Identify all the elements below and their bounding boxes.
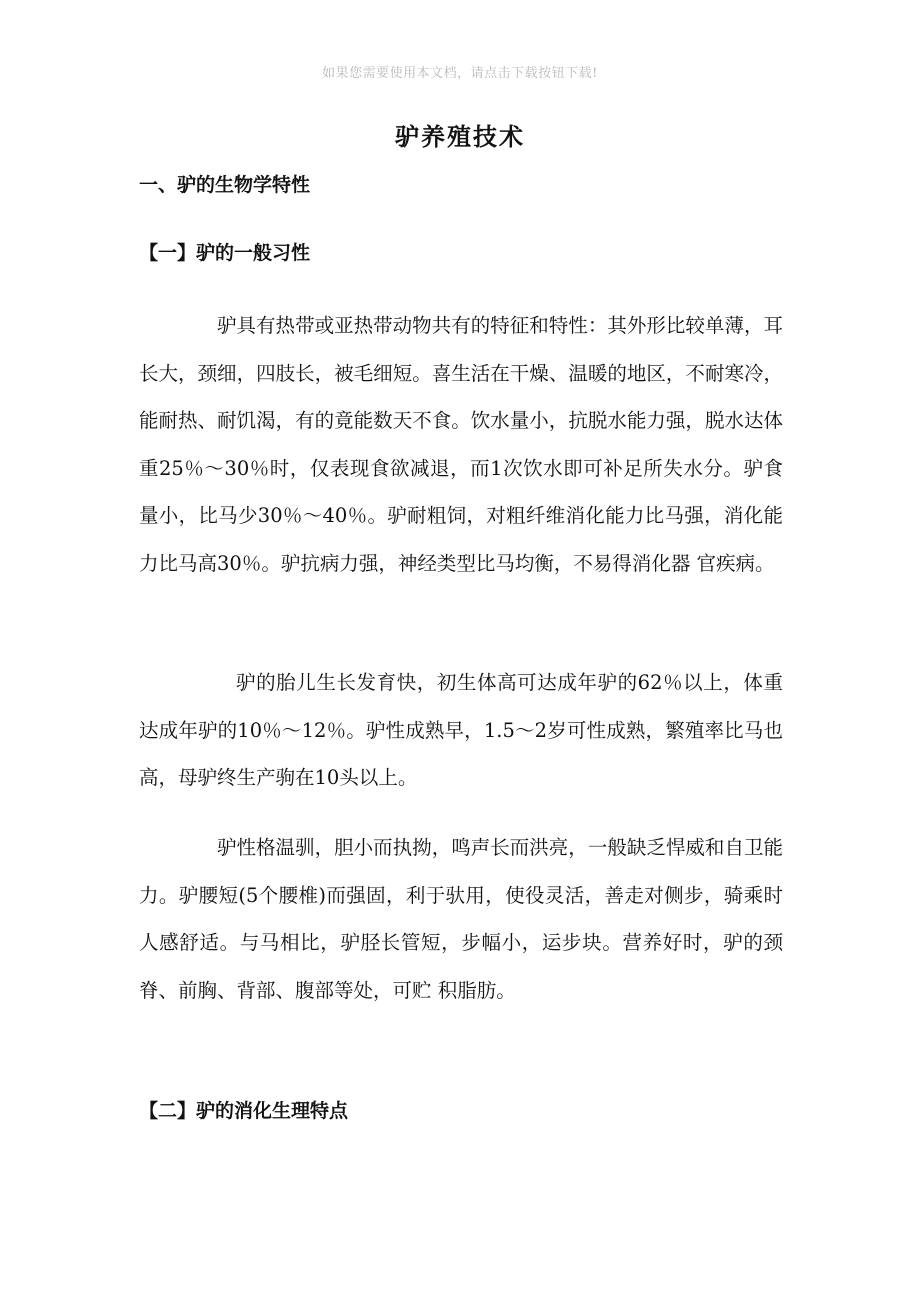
subsection-heading-digestion: 【二】驴的消化生理特点 (139, 1100, 349, 1122)
paragraph-temperament-body: 驴性格温驯，胆小而执拗，鸣声长而洪亮，一般缺乏悍威和自卫能力。驴腰短(5个腰椎)而强固，利于驮用，使役灵活，善走对侧步，骑乘时人感舒适。与马相比，驴胫长管短，步幅小，运步块。营养好时，驴的颈脊、前胸、背部、腹部等处，可贮 积脂肪。 (139, 836, 783, 1002)
subsection-heading-habits: 【一】驴的一般习性 (139, 242, 311, 264)
paragraph-general-traits: 驴具有热带或亚热带动物共有的特征和特性：其外形比较单薄，耳长大，颈细，四肢长，被毛细短。喜生活在干燥、温暖的地区，不耐寒冷，能耐热、耐饥渴，有的竟能数天不食。饮水量小，抗脱水能力强，脱水达体重25％～30％时，仅表现食欲减退，而1次饮水即可补足所失水分。驴食量小，比马少30％～40％。驴耐粗饲，对粗纤维消化能力比马强，消化能力比马高30％。驴抗病力强，神经类型比马均衡，不易得消化器 官疾病。 (139, 314, 783, 575)
paragraph-growth-reproduction: 驴的胎儿生长发育快，初生体高可达成年驴的62％以上，体重达成年驴的10％～12％。驴性成熟早，1.5～2岁可性成熟，繁殖率比马也高，母驴终生产驹在10头以上。 (139, 671, 783, 789)
download-watermark: 如果您需要使用本文档，请点击下载按钮下载! (322, 66, 598, 81)
document-title: 驴养殖技术 (395, 123, 525, 151)
section-heading-biology: 一、驴的生物学特性 (139, 174, 311, 196)
